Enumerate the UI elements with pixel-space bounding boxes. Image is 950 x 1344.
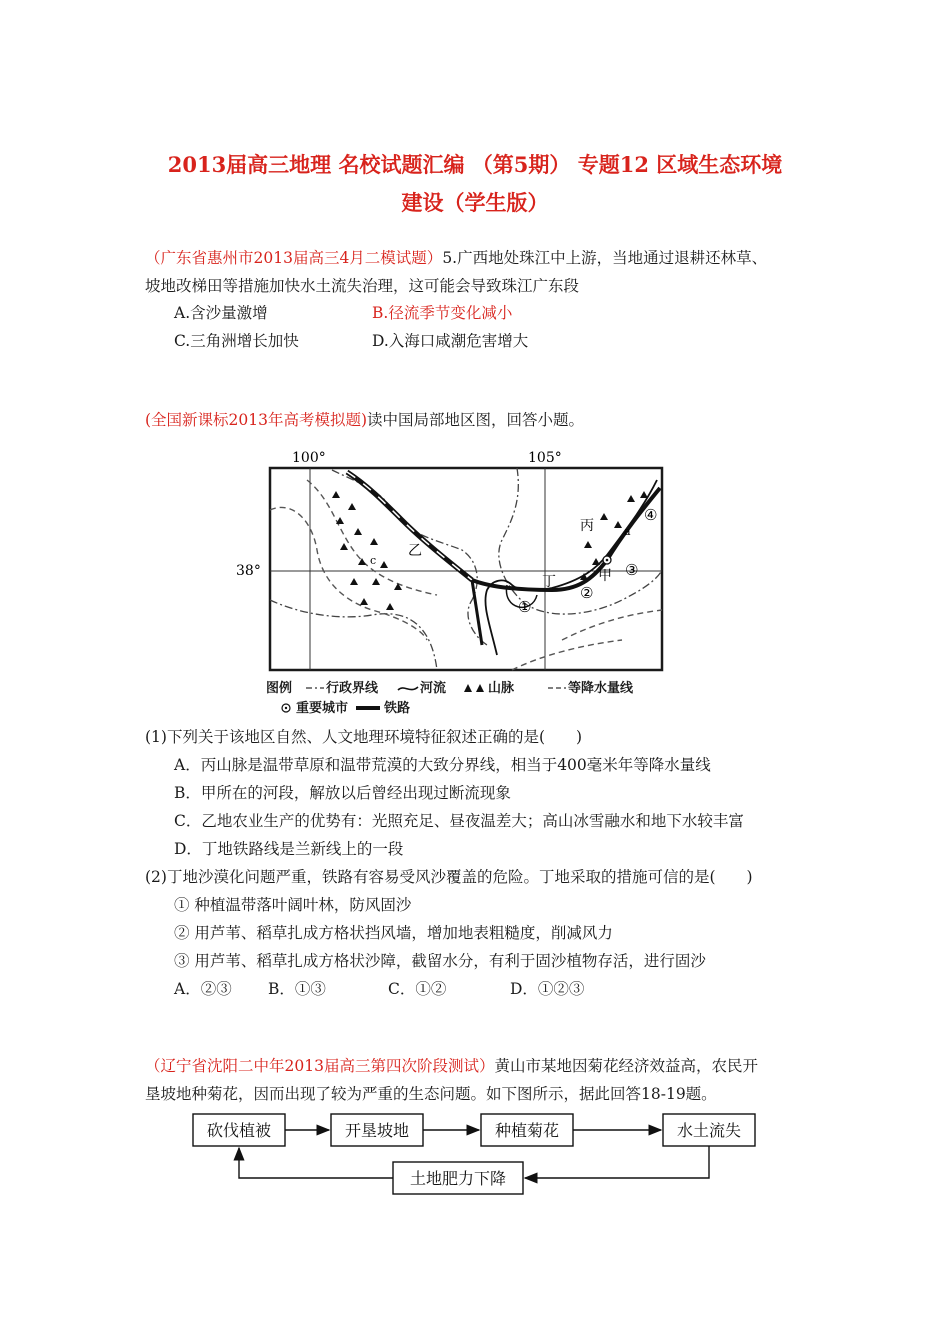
q3-stem-a: 黄山市某地因菊花经济效益高，农民开 [494,1057,758,1075]
q2-stem-text: 读中国局部地区图，回答小题。 [367,411,585,429]
city-dot [606,559,609,562]
q2-sub1-option-a: A．丙山脉是温带草原和温带荒漠的大致分界线，相当于400毫米年等降水量线 [174,756,711,774]
q2-stem [145,406,815,434]
q2-sub1-option-b: B．甲所在的河段，解放以后曾经出现过断流现象 [174,784,511,802]
place-c: c [370,554,377,567]
flow-label-5: 土地肥力下降 [409,1169,507,1188]
q1-option-c: C.三角洲增长加快 [174,332,299,350]
q2-sub2-option-b: B．①③ [268,980,326,998]
q2-sub2-stem: (2)丁地沙漠化问题严重，铁路有容易受风沙覆盖的危险。丁地采取的措施可信的是( ) [145,868,753,886]
title-line-1: 2013届高三地理 名校试题汇编 （第5期） 专题12 区域生态环境 [167,152,783,177]
q3-stem-b: 垦坡地种菊花，因而出现了较为严重的生态问题。如下图所示，据此回答18-19题。 [145,1085,717,1103]
q2-sub1-option-d: D．丁地铁路线是兰新线上的一段 [174,840,404,858]
q3-source: （辽宁省沈阳二中年2013届高三第四次阶段测试） [145,1057,495,1075]
legend-river: 河流 [420,681,447,696]
place-bing: 丙 [580,518,594,534]
legend-isohyet: 等降水量线 [568,681,634,696]
flow-label-1: 砍伐植被 [206,1121,272,1140]
place-jia: 甲 [598,568,612,584]
legend-city: 重要城市 [296,701,349,716]
label-38: 38° [236,563,261,579]
label-105: 105° [528,450,562,466]
flow-figure [175,1110,775,1200]
q2-sub2-item-3: ③ 用芦苇、稻草扎成方格状沙障，截留水分，有利于固沙植物存活，进行固沙 [174,952,706,970]
circled-4: ④ [644,506,658,524]
place-yi: 乙 [408,543,422,559]
title-line-2: 建设（学生版） [401,190,549,215]
circled-1: ① [518,598,532,616]
flow-label-2: 开垦坡地 [344,1121,410,1140]
circled-2: ② [580,584,594,602]
q1-source: （广东省惠州市2013届高三4月二模试题） [145,249,443,267]
flow-label-3: 种植菊花 [494,1121,560,1140]
china-region-map [236,440,672,720]
circled-3: ③ [625,561,639,579]
legend-mountain: 山脉 [488,681,515,696]
q2-sub2-item-2: ② 用芦苇、稻草扎成方格状挡风墙，增加地表粗糙度，削减风力 [174,924,613,942]
q1-stem [145,244,815,300]
flow-arrow-5 [239,1148,393,1178]
flow-chart [175,1110,775,1200]
q2-sub2-item-1: ① 种植温带落叶阔叶林，防风固沙 [174,896,412,914]
legend-admin: 行政界线 [326,681,379,696]
label-100: 100° [292,450,326,466]
page-title [0,146,950,222]
q2-sub1-stem: (1)下列关于该地区自然、人文地理环境特征叙述正确的是( ) [145,728,583,746]
q1-option-d: D.入海口咸潮危害增大 [372,332,529,350]
flow-arrow-4 [525,1146,709,1178]
q2-source: (全国新课标2013年高考模拟题) [145,411,368,429]
q2-sub2-option-d: D．①②③ [510,980,585,998]
q2-sub2-option-c: C．①② [388,980,447,998]
place-a: a [624,525,631,538]
q1-option-b: B.径流季节变化减小 [372,304,513,322]
q3-stem [145,1052,815,1108]
map-legend [266,680,634,716]
flow-label-4: 水土流失 [676,1121,742,1140]
map-figure [236,440,672,720]
q2-sub1-option-c: C．乙地农业生产的优势有：光照充足、昼夜温差大；高山冰雪融水和地下水较丰富 [174,812,744,830]
place-ding: 丁 [542,574,556,590]
q1-option-a: A.含沙量激增 [174,304,268,322]
q1-stem-b: 坡地改梯田等措施加快水土流失治理，这可能会导致珠江广东段 [145,277,580,295]
q2-sub2-option-a: A．②③ [174,980,232,998]
q1-stem-a: 5.广西地处珠江中上游，当地通过退耕还林草、 [442,249,768,267]
legend-title: 图例 [266,681,293,696]
legend-rail: 铁路 [384,701,411,716]
